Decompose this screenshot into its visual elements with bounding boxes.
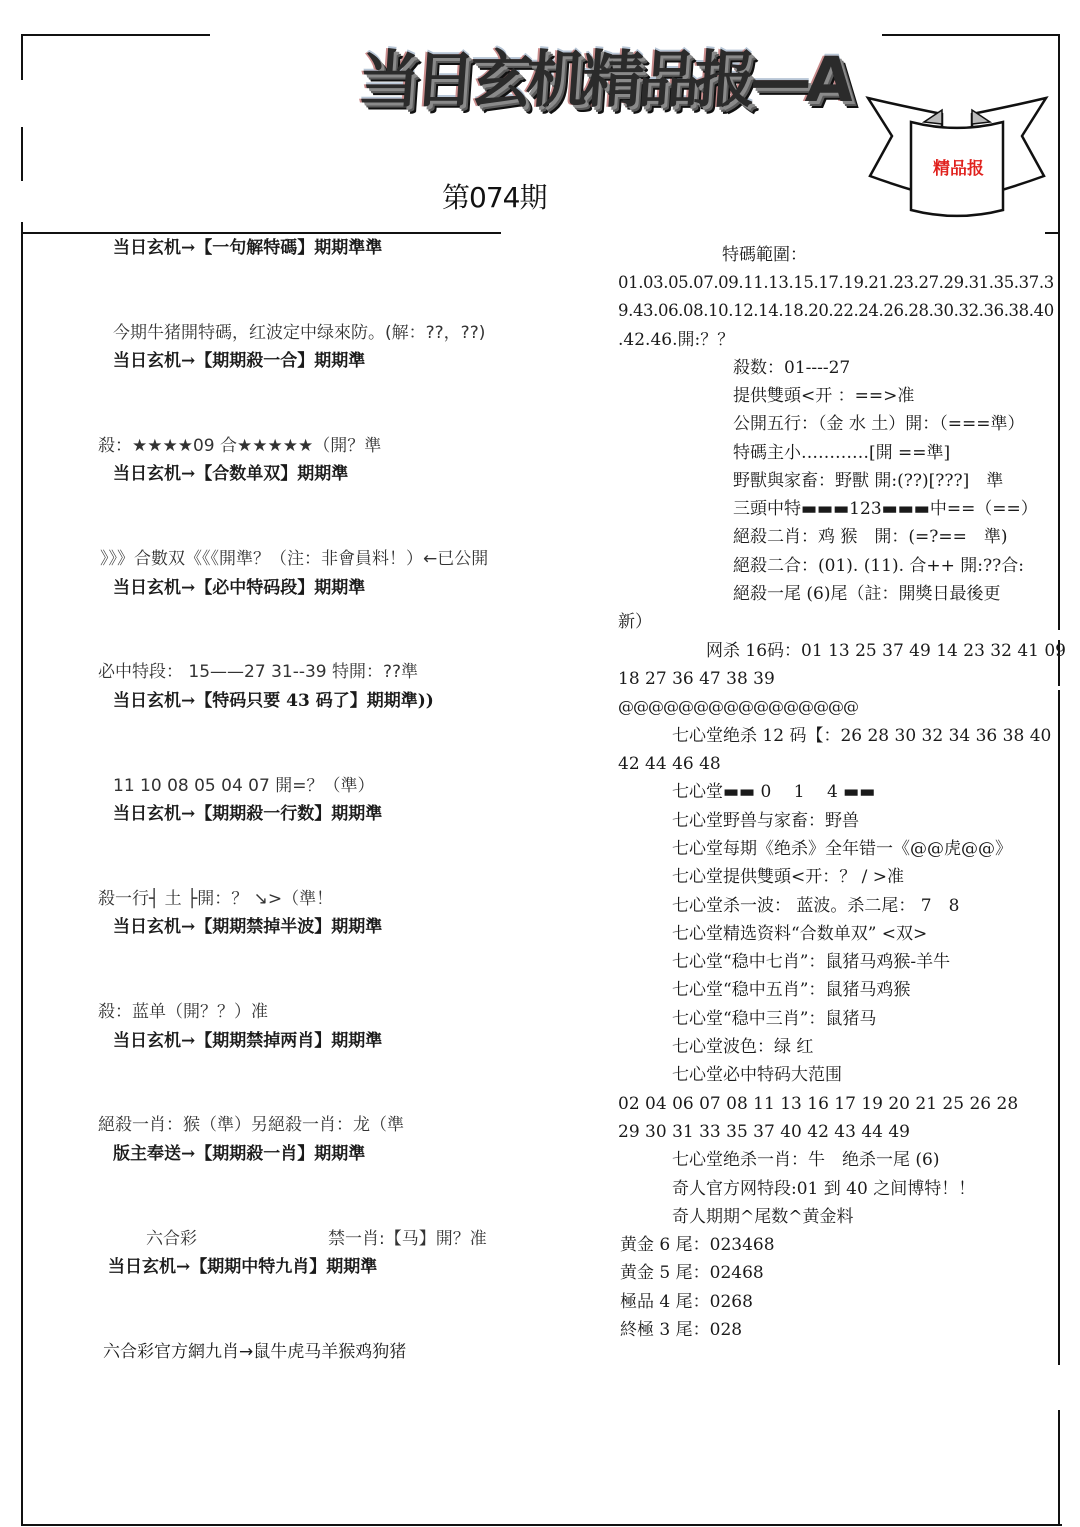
left-content-8: 絕殺一肖：猴（準）另絕殺一肖：龙（準 <box>98 1115 404 1135</box>
scroll-banner-icon <box>862 80 1052 225</box>
frame-divider-left <box>21 232 501 234</box>
prediction-8: 絕殺二合：(01). (11). 合++ 開:??合: <box>733 556 1024 576</box>
range-line-1: 01.03.05.07.09.11.13.15.17.19.21.23.27.29.31.35.37.3 <box>618 273 1054 292</box>
frame-top-left <box>21 34 210 36</box>
prediction-tail: 新） <box>618 612 652 632</box>
qxt-item-2: 七心堂野兽与家畜：野兽 <box>672 811 859 831</box>
left-headline-2: 当日玄机→【期期殺一合】期期準 <box>113 351 366 371</box>
frame-right-top <box>1058 34 1060 630</box>
prediction-3: 公開五行：（金 水 土）開：（===準） <box>733 414 1025 434</box>
qxt-item-4: 七心堂提供雙頭<开：？ / >准 <box>672 867 905 887</box>
left-headline-9: 版主奉送→【期期殺一肖】期期準 <box>113 1144 366 1164</box>
left-content-9-left: 六合彩 <box>146 1229 197 1249</box>
frame-left-top <box>21 34 23 80</box>
qxt-kill12-line-1: 七心堂绝杀 12 码【：26 28 30 32 34 36 38 40 <box>672 726 1052 746</box>
big-range-line-2: 29 30 31 33 35 37 40 42 43 44 49 <box>618 1122 910 1142</box>
prediction-9: 絕殺一尾 (6)尾（註：開獎日最後更 <box>733 584 1001 604</box>
left-content-9-right: 禁一肖:【马】開？准 <box>328 1229 487 1249</box>
range-line-3: .42.46.開:？？ <box>618 330 735 350</box>
big-range-line-1: 02 04 06 07 08 11 13 16 17 19 20 21 25 26 28 <box>618 1094 1019 1114</box>
qxt-tail-1: 七心堂绝杀一肖：牛 绝杀一尾 (6) <box>672 1150 940 1170</box>
frame-left-mid <box>21 127 23 181</box>
qxt-tail-3: 奇人期期^尾数^黄金料 <box>672 1207 854 1227</box>
tail-gold-6: 黄金 6 尾：023468 <box>620 1235 775 1255</box>
frame-tick-right <box>1045 232 1059 234</box>
left-headline-4: 当日玄机→【必中特码段】期期準 <box>113 578 366 598</box>
left-headline-10: 当日玄机→【期期中特九肖】期期準 <box>108 1257 378 1277</box>
prediction-2: 提供雙頭<开 ：==>准 <box>733 386 915 406</box>
left-headline-1: 当日玄机→【一句解特碼】期期準準 <box>113 238 383 258</box>
prediction-1: 殺数：01----27 <box>733 358 851 378</box>
left-headline-8: 当日玄机→【期期禁掉两肖】期期準 <box>113 1031 383 1051</box>
range-title: 特碼範圍： <box>722 245 807 265</box>
left-headline-3: 当日玄机→【合数单双】期期準 <box>113 464 349 484</box>
qxt-item-9: 七心堂“稳中三肖”：鼠猪马 <box>672 1009 877 1029</box>
page-title: 当日玄机精品报—A <box>355 43 851 116</box>
qxt-item-1: 七心堂▬▬ 0 1 4 ▬▬ <box>672 782 876 802</box>
left-content-6: 殺一行┤ 土 ├開：？ ↘>（準！ <box>98 889 334 909</box>
left-content-7: 殺：蓝单（開？？）准 <box>98 1002 268 1022</box>
left-content-10: 六合彩官方網九肖→鼠牛虎马羊猴鸡狗猪 <box>103 1342 407 1362</box>
badge-label: 精品报 <box>933 159 984 179</box>
qxt-item-5: 七心堂杀一波： 蓝波。杀二尾： 7 8 <box>672 896 960 916</box>
qxt-item-7: 七心堂“稳中七肖”：鼠猪马鸡猴-羊牛 <box>672 952 951 972</box>
at-row: @@@@@@@@@@@@@@@@ <box>618 697 858 716</box>
tail-premium-4: 極品 4 尾：0268 <box>620 1292 753 1312</box>
left-content-3: 》》》合數双《《《開準？（注：非會員料！）←已公開 <box>100 549 489 569</box>
left-headline-5: 当日玄机→【特码只要 43 码了】期期準)) <box>113 691 434 711</box>
tail-ultimate-3: 終極 3 尾：028 <box>620 1320 743 1340</box>
qxt-tail-2: 奇人官方网特段:01 到 40 之间博特！！ <box>672 1179 976 1199</box>
left-content-5: 11 10 08 05 04 07 開=？（準） <box>113 776 375 796</box>
qxt-kill12-line-2: 42 44 46 48 <box>618 754 721 774</box>
qxt-item-10: 七心堂波色：绿 红 <box>672 1037 814 1057</box>
net-kill-line-2: 18 27 36 47 38 39 <box>618 669 775 689</box>
frame-right-low <box>1058 690 1060 1365</box>
prediction-5: 野獸與家畜：野獸 開:(??)[???] 準 <box>733 471 1004 491</box>
prediction-6: 三頭中特▬▬▬123▬▬▬中==（==） <box>733 499 1038 519</box>
prediction-4: 特碼主小…………[開 ==準] <box>733 443 951 463</box>
left-content-2: 殺：★★★★09 合★★★★★（開？準 <box>98 436 382 456</box>
issue-number: 第074期 <box>442 181 547 214</box>
qxt-item-11: 七心堂必中特码大范围 <box>672 1065 842 1085</box>
left-headline-7: 当日玄机→【期期禁掉半波】期期準 <box>113 917 383 937</box>
left-content-1: 今期牛猪開特碼，红波定中绿來防。(解：??，??) <box>113 323 486 343</box>
frame-bottom <box>21 1524 1062 1526</box>
frame-left <box>21 222 23 1526</box>
left-headline-6: 当日玄机→【期期殺一行数】期期準 <box>113 804 383 824</box>
qxt-item-3: 七心堂每期《绝杀》全年错一《@@虎@@》 <box>672 839 1012 859</box>
qxt-item-8: 七心堂“稳中五肖”：鼠猪马鸡猴 <box>672 980 911 1000</box>
net-kill-line-1: 网杀 16码：01 13 25 37 49 14 23 32 41 09 <box>706 641 1066 661</box>
prediction-7: 絕殺二肖：鸡 猴 開：(=?== 準) <box>733 527 1008 547</box>
left-content-4: 必中特段： 15——27 31--39 特開：??準 <box>98 662 419 682</box>
range-line-2: 9.43.06.08.10.12.14.18.20.22.24.26.28.30.32.36.38.40 <box>618 301 1054 320</box>
frame-top-right <box>882 34 1060 36</box>
qxt-item-6: 七心堂精选资料“合数单双” <双> <box>672 924 928 944</box>
frame-right-bottom <box>1058 1410 1060 1526</box>
tail-gold-5: 黄金 5 尾：02468 <box>620 1263 764 1283</box>
